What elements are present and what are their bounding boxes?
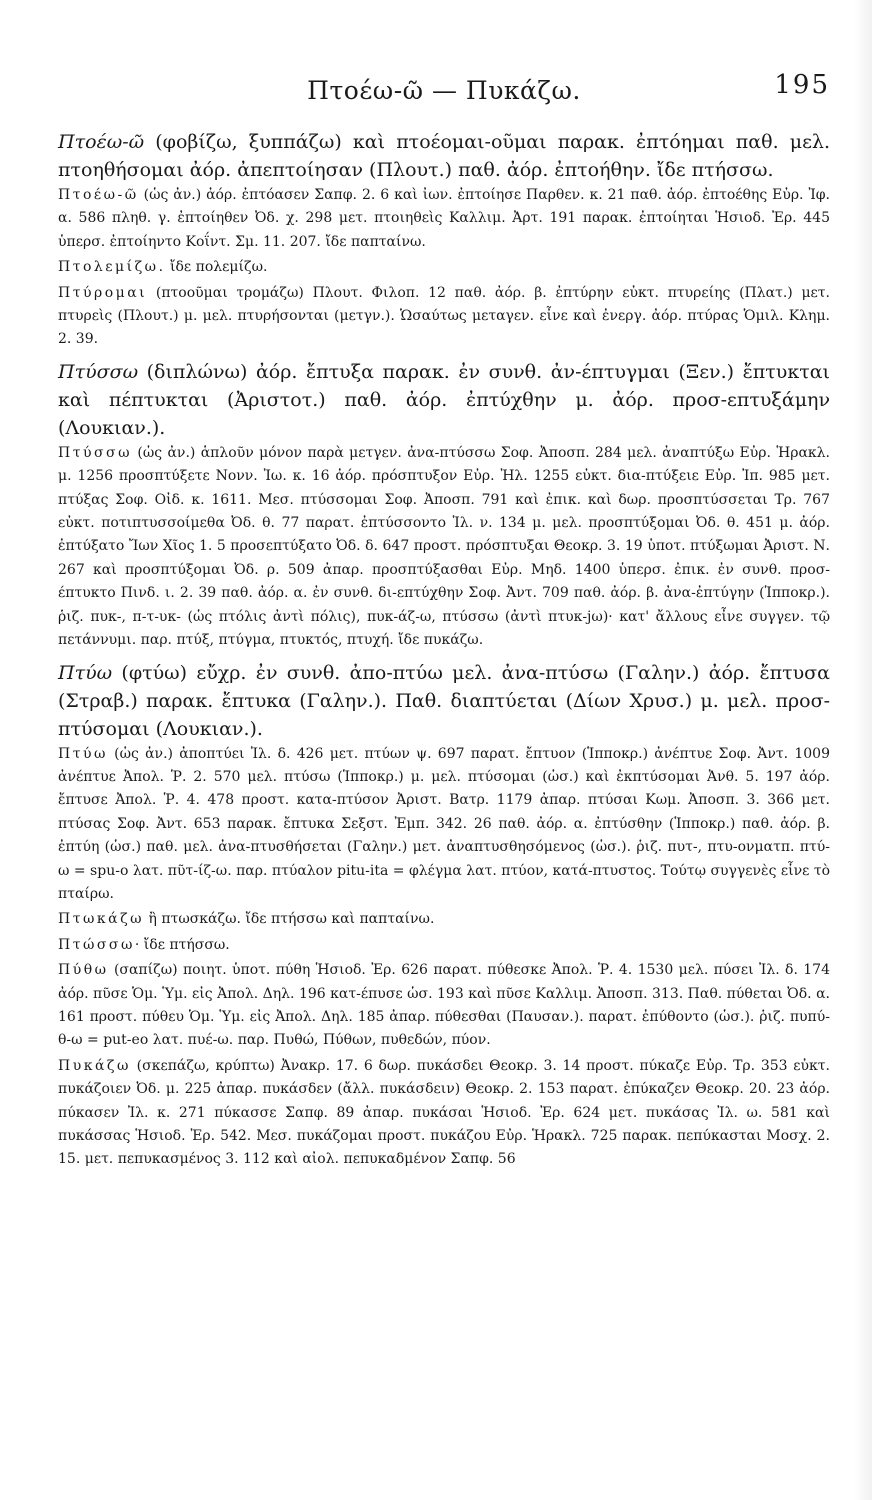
entry-note	[58, 908, 830, 931]
page-body	[58, 128, 830, 1172]
dictionary-entry	[58, 128, 830, 352]
note-headword: Πτοέω-ῶ	[58, 187, 139, 203]
note-headword: Πτύσσω	[58, 444, 132, 461]
note-text: (ὡς ἀν.) ἀποπτύει Ἰλ. δ. 426 μετ. πτύων ψ. 697 παρατ. ἔπτυον (Ἱπποκρ.) ἀνέπτυε Σοφ. Ἀντ. 1009 ἀνέπτυε Ἀπολ. Ῥ. 2. 570 μελ. πτύσω (Ἱπποκρ.) μ. μελ. πτύσομαι (ὡσ.) καὶ ἐκπτύσομαι Ἀνθ. 5. 197 ἀόρ. ἔπτυσε Ἀπολ. Ῥ. 4. 478 προστ. κατα-πτύσον Ἀριστ. Βατρ. 1179 ἀπαρ. πτύσαι Κωμ. Ἀποσπ. 3. 366 μετ. πτύσας Σοφ. Ἀντ. 653 παρακ. ἔπτυκα Σεξστ. Ἐμπ. 342. 26 παθ. ἀόρ. α. ἐπτύσθην (Ἱπποκρ.) παθ. ἀόρ. β. ἐπτύη (ὡσ.) παθ. μελ. ἀνα-πτυσθήσεται (Γαλην.) μετ. ἀναπτυσθησόμενος (ὡσ.). ῥιζ. πυτ-, πτυ-ονματπ. πτύ-ω = spu-o λατ. πῦτ-ίζ-ω. παρ. πτύαλον pitu-ita = φλέγμα λατ. πτύον, κατά-πτυστος. Τούτῳ συγγενὲς εἶνε τὸ πταίρω.	[58, 745, 830, 902]
entry-note	[58, 743, 830, 907]
entry-headword: Πτύω	[58, 661, 113, 684]
note-text: ἴδε πολεμίζω.	[165, 259, 268, 276]
entry-note	[58, 282, 830, 352]
note-text: (σκεπάζω, κρύπτω) Ἀνακρ. 17. 6 δωρ. πυκάσδει Θεοκρ. 3. 14 προστ. πύκαζε Εὐρ. Τρ. 353 εὐκτ. πυκάζοιεν Ὀδ. μ. 225 ἀπαρ. πυκάσδεν (ἄλλ. πυκάσδειν) Θεοκρ. 2. 153 παρατ. ἐπύκαζεν Θεοκρ. 20. 23 ἀόρ. πύκασεν Ἰλ. κ. 271 πύκασσε Σαπφ. 89 ἀπαρ. πυκάσαι Ἡσιοδ. Ἐρ. 624 μετ. πυκάσας Ἰλ. ω. 581 καὶ πυκάσσας Ἡσιοδ. Ἐρ. 542. Μεσ. πυκάζομαι προστ. πυκάζου Εὐρ. Ἡρακλ. 725 παρακ. πεπύκασται Μοσχ. 2. 15. μετ. πεπυκασμένος 3. 112 καὶ αἰολ. πεπυκαδμένον Σαπφ. 56	[58, 1057, 830, 1168]
entry-headword: Πτοέω-ῶ	[58, 131, 145, 153]
note-text: (ὡς ἀν.) ἀόρ. ἐπτόασεν Σαπφ. 2. 6 καὶ ἰων. ἐπτοίησε Παρθεν. κ. 21 παθ. ἀόρ. ἐπτοέθης Εὐρ. Ἰφ. α. 586 πληθ. γ. ἐπτοίηθεν Ὀδ. χ. 298 μετ. πτοιηθεὶς Καλλιμ. Ἀρτ. 191 παρακ. ἐπτοίηται Ἡσιοδ. Ἐρ. 445 ὑπερσ. ἐπτοίηντο Κοΐντ. Σμ. 11. 207. ἴδε παπταίνω.	[58, 187, 830, 250]
note-headword: Πυκάζω	[58, 1057, 131, 1074]
entry-definition: (διπλώνω) ἀόρ. ἔπτυξα παρακ. ἐν συνθ. ἀν-έπτυγμαι (Ξεν.) ἔπτυκται καὶ πέπτυκται (Ἀριστοτ.) παθ. ἀόρ. ἐπτύχθην μ. ἀόρ. προσ-επτυξάμην (Λουκιαν.).	[58, 360, 830, 439]
entry-main-text	[58, 358, 830, 442]
entry-headword: Πτύσσω	[58, 360, 139, 383]
entry-note	[58, 442, 830, 653]
entry-definition: (φοβίζω, ξυππάζω) καὶ πτοέομαι-οῦμαι παρακ. ἐπτόημαι παθ. μελ. πτοηθήσομαι ἀόρ. ἀπεπτοίησαν (Πλουτ.) παθ. ἀόρ. ἐπτοήθην. ἴδε πτήσσω.	[58, 131, 830, 181]
dictionary-entry	[58, 659, 830, 1172]
page-edge-shadow	[854, 0, 872, 1500]
note-headword: Πτωκάζω	[58, 911, 145, 928]
note-text: ἢ πτωσκάζω. ἴδε πτήσσω καὶ παπταίνω.	[144, 911, 435, 928]
note-headword: Πτολεμίζω.	[58, 259, 166, 276]
running-head: Πτοέω-ῶ — Πυκάζω.	[307, 75, 581, 105]
entry-note	[58, 1055, 830, 1172]
note-headword: Πύθω	[58, 962, 109, 979]
page-number: 195	[774, 70, 830, 100]
note-text: (πτοοῦμαι τρομάζω) Πλουτ. Φιλοπ. 12 παθ. ἀόρ. β. ἐπτύρην εὐκτ. πτυρείης (Πλατ.) μετ. πτυρεὶς (Πλουτ.) μ. μελ. πτυρήσονται (μετγν.). Ὡσαύτως μεταγεν. εἶνε καὶ ἐνεργ. ἀόρ. πτύρας Ὁμιλ. Κλημ. 2. 39.	[58, 284, 830, 348]
note-text: · ἴδε πτήσσω.	[134, 936, 230, 953]
entry-note	[58, 184, 830, 254]
dictionary-entry	[58, 358, 830, 653]
note-text: (σαπίζω) ποιητ. ὑποτ. πύθη Ἡσιοδ. Ἐρ. 626 παρατ. πύθεσκε Ἀπολ. Ῥ. 4. 1530 μελ. πύσει Ἰλ. δ. 174 ἀόρ. πῦσε Ὁμ. Ὑμ. εἰς Ἀπολ. Δηλ. 196 κατ-έπυσε ὡσ. 193 καὶ πῦσε Καλλιμ. Ἀποσπ. 313. Παθ. πύθεται Ὀδ. α. 161 προστ. πύθευ Ὁμ. Ὑμ. εἰς Ἀπολ. Δηλ. 185 ἀπαρ. πύθεσθαι (Παυσαν.). παρατ. ἐπύθοντο (ὡσ.). ῥιζ. πυπύ-θ-ω = put-eo λατ. πυέ-ω. παρ. Πυθώ, Πύθων, πυθεδών, πύον.	[58, 962, 830, 1049]
entry-main-text	[58, 659, 830, 743]
entry-note	[58, 256, 830, 279]
entry-definition: (φτύω) εὔχρ. ἐν συνθ. ἀπο-πτύω μελ. ἀνα-πτύσω (Γαλην.) ἀόρ. ἔπτυσα (Στραβ.) παρακ. ἔπτυκα (Γαλην.). Παθ. διαπτύεται (Δίων Χρυσ.) μ. μελ. προσ-πτύσομαι (Λουκιαν.).	[58, 661, 830, 740]
entry-note	[58, 959, 830, 1053]
page-header	[58, 60, 830, 120]
note-headword: Πτύρομαι	[58, 284, 148, 301]
note-headword: Πτώσσω	[58, 936, 135, 953]
entry-note	[58, 934, 830, 957]
note-text: (ὡς ἀν.) ἁπλοῦν μόνον παρὰ μετγεν. ἀνα-πτύσσω Σοφ. Ἀποσπ. 284 μελ. ἀναπτύξω Εὐρ. Ἡρακλ. μ. 1256 προσπτύξετε Νονν. Ἰω. κ. 16 ἀόρ. πρόσπτυξον Εὐρ. Ἠλ. 1255 εὐκτ. δια-πτύξειε Εὐρ. Ἰπ. 985 μετ. πτύξας Σοφ. Οἰδ. κ. 1611. Μεσ. πτύσσομαι Σοφ. Ἀποσπ. 791 καὶ ἐπικ. καὶ δωρ. προσπτύσσεται Τρ. 767 εὐκτ. ποτιπτυσσοίμεθα Ὀδ. θ. 77 παρατ. ἐπτύσσοντο Ἰλ. ν. 134 μ. μελ. προσπτύξομαι Ὀδ. θ. 451 μ. ἀόρ. ἐπτύξατο Ἴων Χῖος 1. 5 προσεπτύξατο Ὀδ. δ. 647 προστ. πρόσπτυξαι Θεοκρ. 3. 19 ὑποτ. πτύξωμαι Ἀριστ. Ν. 267 καὶ προσπτύξομαι Ὀδ. ρ. 509 ἀπαρ. προσπτύξασθαι Εὐρ. Μηδ. 1400 ὑπερσ. ἐπικ. ἐν συνθ. προσ-έπτυκτο Πινδ. ι. 2. 39 παθ. ἀόρ. α. ἐν συνθ. δι-επτύχθην Σοφ. Ἀντ. 709 παθ. ἀόρ. β. ἀνα-ἐπτύγην (Ἱπποκρ.). ῥιζ. πυκ-, π-τ-υκ- (ὡς πτόλις ἀντὶ πόλις), πυκ-άζ-ω, πτύσσω (ἀντὶ πτυκ-jω)· κατ' ἄλλους εἶνε συγγεν. τῷ πετάννυμι. παρ. πτύξ, πτύγμα, πτυκτός, πτυχή. ἴδε πυκάζω.	[58, 444, 830, 649]
note-headword: Πτύω	[58, 745, 108, 762]
entry-main-text	[58, 128, 830, 184]
